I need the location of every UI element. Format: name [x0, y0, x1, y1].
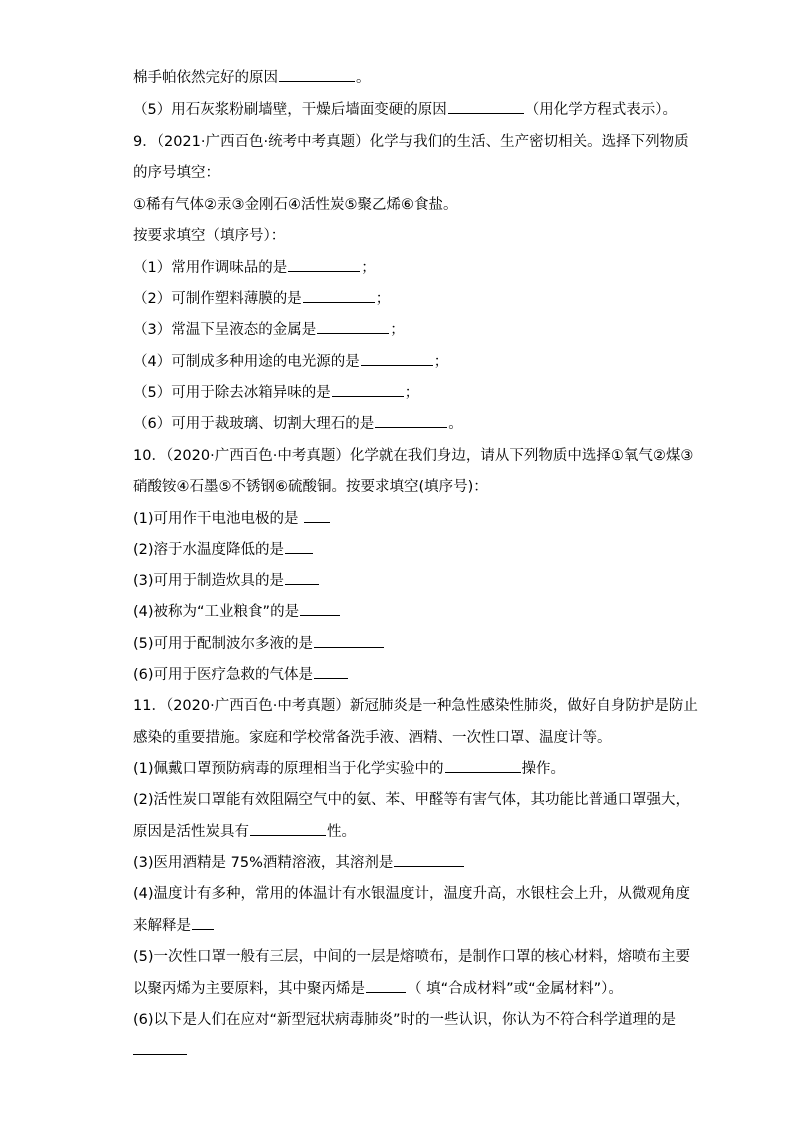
- question-11-item-2: [133, 788, 690, 809]
- text: 11．（2020·广西百色·中考真题）新冠肺炎是一种急性感染性肺炎，做好自身防护是防止: [133, 698, 698, 714]
- line-q8-5: [133, 98, 677, 119]
- question-11-item-6: [133, 1008, 676, 1029]
- answer-blank[interactable]: [303, 288, 375, 303]
- text: ；: [375, 291, 391, 307]
- question-9-options: [133, 193, 458, 214]
- text: (1)佩戴口罩预防病毒的原理相当于化学实验中的: [133, 761, 444, 777]
- text: 。: [356, 70, 371, 86]
- answer-blank[interactable]: [285, 570, 319, 585]
- text: (2)活性炭口罩能有效阻隔空气中的氨、苯、甲醛等有害气体，其功能比普通口罩强大，: [133, 792, 691, 808]
- question-11-item-5: [133, 945, 690, 966]
- answer-blank[interactable]: [304, 508, 330, 523]
- question-11-item-3: [133, 851, 465, 872]
- question-10-stem: [133, 444, 693, 465]
- question-9-item-3: [133, 318, 405, 339]
- question-10-item-1: [133, 507, 331, 528]
- answer-blank[interactable]: [133, 1040, 187, 1055]
- answer-blank[interactable]: [361, 351, 433, 366]
- line-q8-4-cont: [133, 66, 371, 87]
- text: （5）用石灰浆粉刷墙壁，干燥后墙面变硬的原因: [133, 102, 447, 118]
- answer-blank[interactable]: [445, 758, 521, 773]
- text: (3)医用酒精是 75%酒精溶液，其溶剂是: [133, 855, 394, 871]
- question-10-item-6: [133, 663, 349, 684]
- answer-blank[interactable]: [375, 413, 447, 428]
- question-9-stem-cont: [133, 161, 220, 182]
- answer-blank[interactable]: [250, 821, 326, 836]
- text: (3)可用于制造炊具的是: [133, 573, 285, 589]
- text: 操作。: [521, 761, 566, 777]
- answer-blank[interactable]: [314, 633, 384, 648]
- text: （5）可用于除去冰箱异味的是: [133, 385, 331, 401]
- question-10-stem-cont: [133, 475, 488, 496]
- text: （用化学方程式表示）。: [524, 102, 677, 118]
- answer-blank[interactable]: [279, 67, 355, 82]
- question-11-stem: [133, 694, 698, 715]
- question-10-item-4: [133, 600, 341, 621]
- question-11-item-4-cont: [133, 914, 215, 935]
- text: (6)可用于医疗急救的气体是: [133, 667, 314, 683]
- question-11-item-4: [133, 882, 690, 903]
- answer-blank[interactable]: [288, 257, 360, 272]
- question-9-stem: [133, 130, 689, 151]
- question-10-item-3: [133, 569, 320, 590]
- text: （ 填“合成材料”或“金属材料”）。: [407, 981, 623, 997]
- answer-blank[interactable]: [192, 915, 214, 930]
- text: ；: [361, 260, 376, 276]
- text: ；: [433, 354, 449, 370]
- text: （3）常温下呈液态的金属是: [133, 322, 317, 338]
- text: 原因是活性炭具有: [133, 824, 249, 840]
- text: 来解释是: [133, 918, 191, 934]
- answer-blank[interactable]: [300, 601, 340, 616]
- text: 。: [448, 416, 463, 432]
- question-11-stem-cont: [133, 726, 612, 747]
- answer-blank[interactable]: [448, 99, 524, 114]
- text: (2)溶于水温度降低的是: [133, 542, 285, 558]
- question-11-item-2-cont: [133, 820, 356, 841]
- text: ；: [404, 385, 420, 401]
- text: （6）可用于裁玻璃、切割大理石的是: [133, 416, 375, 432]
- text: 棉手帕依然完好的原因: [133, 70, 278, 86]
- text: ；: [390, 322, 405, 338]
- question-9-item-6: [133, 412, 463, 433]
- text: 10．（2020·广西百色·中考真题）化学就在我们身边，请从下列物质中选择①氧气②煤③: [133, 448, 694, 464]
- text: 感染的重要措施。家庭和学校常备洗手液、酒精、一次性口罩、温度计等。: [133, 730, 612, 746]
- text: (6)以下是人们在应对“新型冠状病毒肺炎”时的一些认识，你认为不符合科学道理的是: [133, 1012, 677, 1028]
- question-11-item-1: [133, 757, 565, 778]
- text: （2）可制作塑料薄膜的是: [133, 291, 302, 307]
- text: (5)一次性口罩一般有三层，中间的一层是熔喷布，是制作口罩的核心材料，熔喷布主要: [133, 949, 691, 965]
- question-11-item-6-cont: [133, 1040, 188, 1059]
- text: （1）常用作调味品的是: [133, 260, 288, 276]
- question-10-item-5: [133, 632, 385, 653]
- text: (5)可用于配制波尔多液的是: [133, 636, 314, 652]
- answer-blank[interactable]: [317, 319, 389, 334]
- text: （4）可制成多种用途的电光源的是: [133, 354, 360, 370]
- text: (1)可用作干电池电极的是: [133, 511, 299, 527]
- text: (4)被称为“工业粮食”的是: [133, 604, 300, 620]
- text: (4)温度计有多种，常用的体温计有水银温度计，温度升高，水银柱会上升，从微观角度: [133, 886, 691, 902]
- question-11-item-5-cont: [133, 977, 623, 998]
- answer-blank[interactable]: [332, 382, 404, 397]
- question-9-item-5: [133, 381, 419, 402]
- question-9-item-2: [133, 287, 390, 308]
- answer-blank[interactable]: [366, 978, 406, 993]
- question-9-item-4: [133, 350, 448, 371]
- text: 以聚丙烯为主要原料，其中聚丙烯是: [133, 981, 365, 997]
- text: 硝酸铵④石墨⑤不锈钢⑥硫酸铜。按要求填空(填序号)：: [133, 479, 488, 495]
- text: 9．（2021·广西百色·统考中考真题）化学与我们的生活、生产密切相关。选择下列物质: [133, 134, 689, 150]
- text: 性。: [327, 824, 356, 840]
- text: 按要求填空（填序号）：: [133, 228, 286, 244]
- text: 的序号填空：: [133, 165, 220, 181]
- question-9-item-1: [133, 256, 376, 277]
- question-9-instruction: [133, 224, 285, 245]
- answer-blank[interactable]: [285, 539, 313, 554]
- answer-blank[interactable]: [394, 852, 464, 867]
- question-10-item-2: [133, 538, 314, 559]
- answer-blank[interactable]: [314, 664, 348, 679]
- text: ①稀有气体②汞③金刚石④活性炭⑤聚乙烯⑥食盐。: [133, 197, 458, 213]
